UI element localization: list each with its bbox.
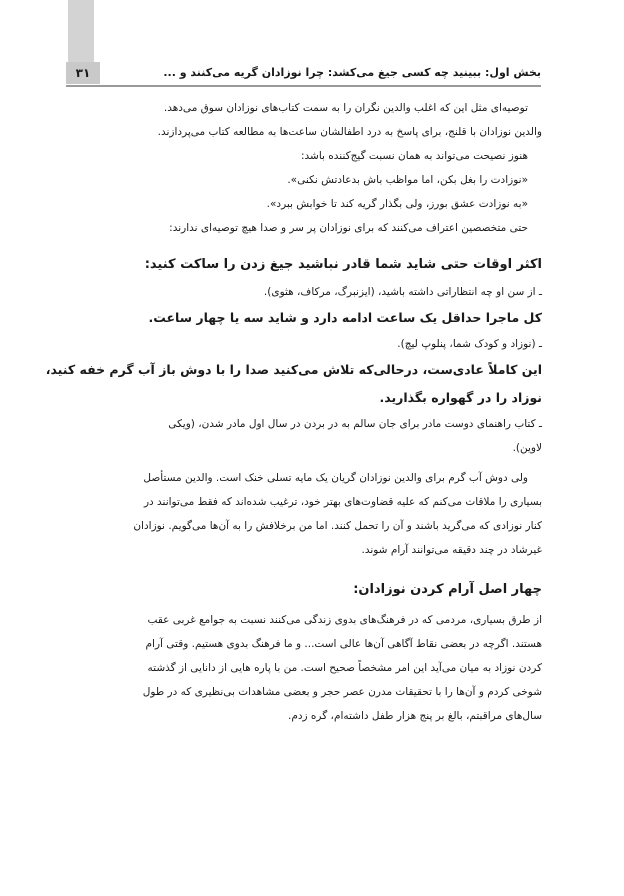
emphasis-quote: نوزاد را در گهواره بگذارید. xyxy=(379,390,542,405)
page-number: ۳۱ xyxy=(66,62,100,84)
paragraph-line: بسیاری را ملاقات می‌کنم که علیه قضاوت‌های بهتر خود، ترغیب شده‌اند که فقط می‌توانند در xyxy=(143,496,542,508)
paragraph-line: غیرشاد در چند دقیقه می‌توانند آرام شوند. xyxy=(361,544,542,556)
header-rule xyxy=(66,85,541,87)
header-title: بخش اول: ببینید چه کسی جیغ می‌کشد: چرا نوزادان گریه می‌کنند و ... xyxy=(163,66,541,79)
running-header xyxy=(66,62,541,84)
page-body xyxy=(45,96,542,728)
paragraph-line: هستند. اگرچه در بعضی نقاط آگاهی آن‌ها عالی است... و ما فرهنگ بدوی هستیم. وقتی آرام xyxy=(145,638,542,650)
intro-line: والدین نوزادان با قلنج، برای پاسخ به درد اطفالشان ساعت‌ها به مطالعه کتاب می‌پردازند. xyxy=(157,126,542,138)
intro-line: هنوز نصیحت می‌تواند به همان نسبت گیج‌کننده باشد: xyxy=(300,150,528,162)
quote-line: «به نوزادت عشق بورز، ولی بگذار گریه کند تا خوابش ببرد». xyxy=(266,198,528,210)
paragraph-line: سال‌های مراقبتم، بالغ بر پنج هزار طفل داشته‌ام، گره زدم. xyxy=(288,710,542,722)
paragraph-line: کردن نوزاد به میان می‌آید این امر مشخصاً صحیح است. من با پاره هایی از دانایی از گذشته xyxy=(147,662,542,674)
emphasis-quote: کل ماجرا حداقل یک ساعت ادامه دارد و شاید سه یا چهار ساعت. xyxy=(148,310,542,325)
citation: ـ کتاب راهنمای دوست مادر برای جان سالم به در بردن در سال اول مادر شدن، (ویکی xyxy=(168,418,542,430)
paragraph-line: کنار نوزادی که می‌گرید باشند و آن را تحمل کنند. اما من برخلافش را به آن‌ها می‌گویم. نوزادان xyxy=(133,520,542,532)
section-heading: اکثر اوقات حتی شاید شما قادر نباشید جیغ زدن را ساکت کنید: xyxy=(144,257,542,272)
paragraph-line: از طرق بسیاری، مردمی که در فرهنگ‌های بدوی زندگی می‌کنند نسبت به جوامع غربی عقب xyxy=(147,614,542,626)
citation: ـ از سن او چه انتظاراتی داشته باشید، (ایزنبرگ، مرکاف، هثوی). xyxy=(263,286,542,298)
page-tab-marker xyxy=(68,0,94,62)
paragraph-line: ولی دوش آب گرم برای والدین نوزادان گریان یک مایه تسلی خنک است. والدین مستأصل xyxy=(143,472,528,484)
intro-line: توصیه‌ای مثل این که اغلب والدین نگران را به سمت کتاب‌های نوزادان سوق می‌دهد. xyxy=(163,102,528,114)
section-heading: چهار اصل آرام کردن نوزادان: xyxy=(353,582,542,597)
emphasis-quote: این کاملاً عادی‌ست، درحالی‌که تلاش می‌کنید صدا را با دوش باز آب گرم خفه کنید، xyxy=(45,362,542,377)
quote-line: «نوزادت را بغل بکن، اما مواظب باش بدعادتش نکنی». xyxy=(287,174,528,186)
citation: لاوین). xyxy=(512,442,542,454)
intro-line: حتی متخصصین اعتراف می‌کنند که برای نوزادان پر سر و صدا هیچ توصیه‌ای ندارند: xyxy=(169,222,528,234)
citation: ـ (نوزاد و کودک شما، پنلوپ لیچ). xyxy=(397,338,542,350)
paragraph-line: شوخی کردم و آن‌ها را با تحقیقات مدرن عصر حجر و بعضی مشاهدات بی‌نظیری که در طول xyxy=(142,686,542,698)
